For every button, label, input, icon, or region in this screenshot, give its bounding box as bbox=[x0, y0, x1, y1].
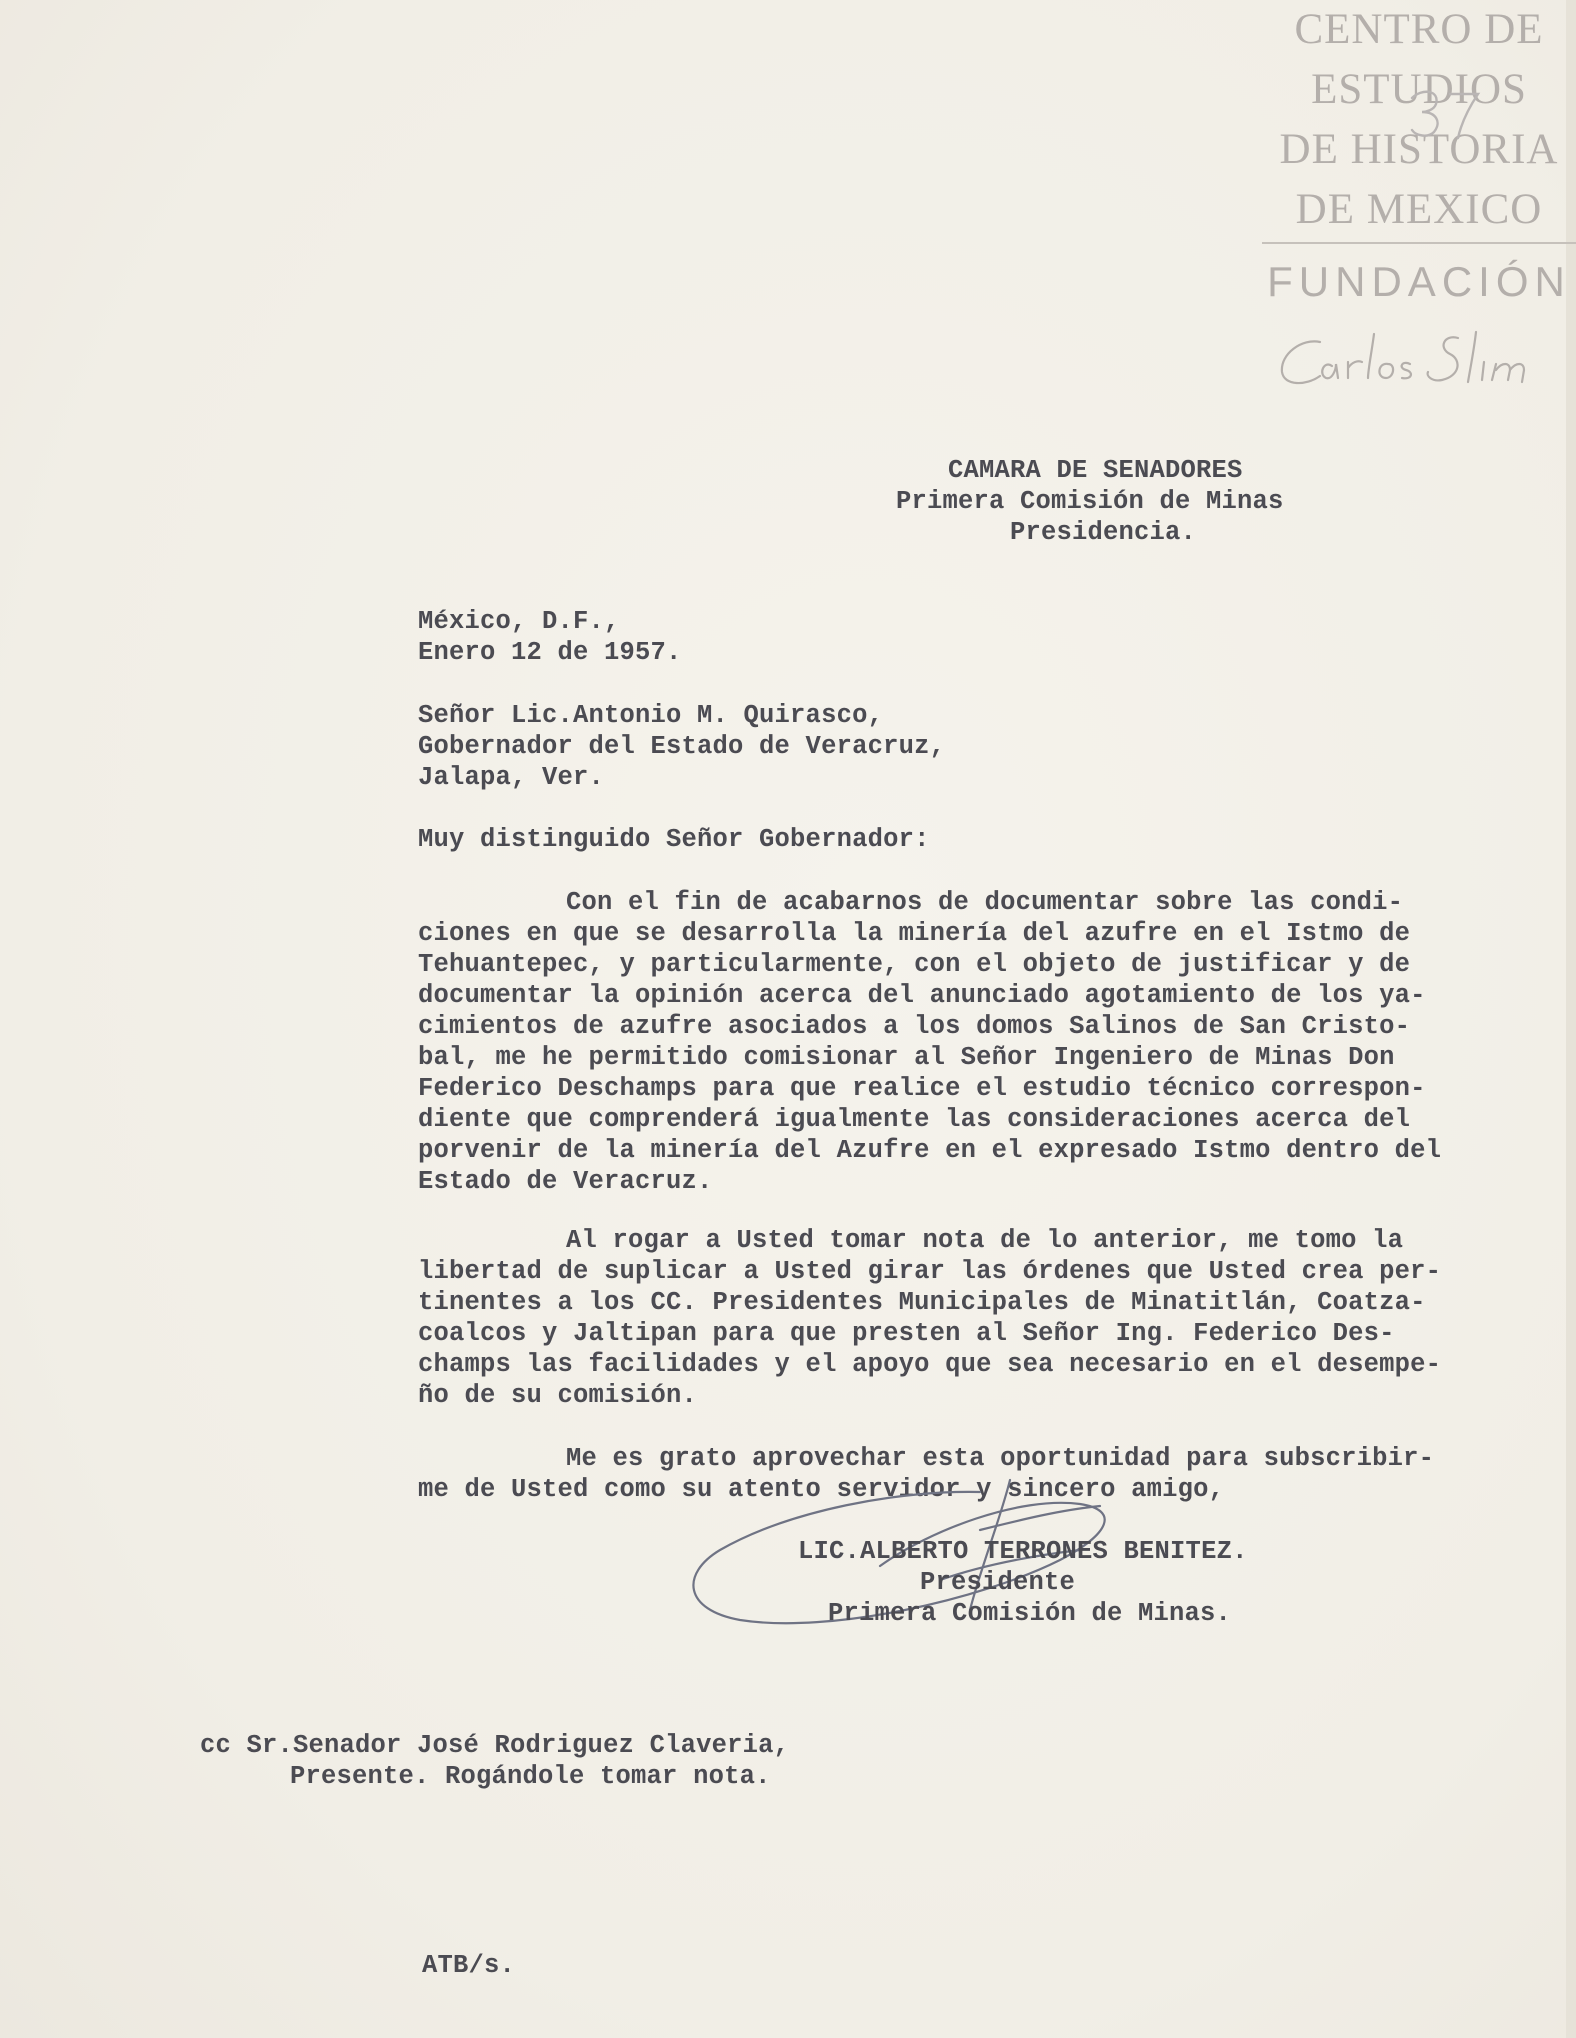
paragraph-line: Me es grato aprovechar esta oportunidad para subscribir- bbox=[566, 1444, 1435, 1473]
paragraph-line: coalcos y Jaltipan para que presten al Señor Ing. Federico Des- bbox=[418, 1319, 1395, 1348]
header-commission: Primera Comisión de Minas bbox=[896, 487, 1284, 516]
paragraph-line: cimientos de azufre asociados a los domos Salinos de San Cristo- bbox=[418, 1012, 1411, 1041]
salutation: Muy distinguido Señor Gobernador: bbox=[418, 825, 930, 854]
paragraph-line: ciones en que se desarrolla la minería del azufre en el Istmo de bbox=[418, 919, 1411, 948]
folio-number-handwritten bbox=[1400, 76, 1490, 146]
paragraph-line: diente que comprenderá igualmente las consideraciones acerca del bbox=[418, 1105, 1411, 1134]
signatory-name: LIC.ALBERTO TERRONES BENITEZ. bbox=[798, 1537, 1248, 1566]
body-paragraph-2 bbox=[418, 1225, 1458, 1411]
dateline-place: México, D.F., bbox=[418, 607, 620, 636]
paragraph-line: Tehuantepec, y particularmente, con el objeto de justificar y de bbox=[418, 950, 1411, 979]
paragraph-line: me de Usted como su atento servidor y sincero amigo, bbox=[418, 1475, 1225, 1504]
body-paragraph-1 bbox=[418, 887, 1458, 1197]
paragraph-line: documentar la opinión acerca del anunciado agotamiento de los ya- bbox=[418, 981, 1426, 1010]
recipient-title: Gobernador del Estado de Veracruz, bbox=[418, 732, 946, 761]
recipient-name: Señor Lic.Antonio M. Quirasco, bbox=[418, 701, 884, 730]
watermark-foundation: FUNDACIÓN bbox=[1267, 258, 1571, 305]
typist-initials: ATB/s. bbox=[422, 1951, 516, 1980]
paragraph-line: tinentes a los CC. Presidentes Municipales de Minatitlán, Coatza- bbox=[418, 1288, 1426, 1317]
watermark-line-1: CENTRO DE bbox=[1294, 6, 1544, 53]
paragraph-line: Estado de Veracruz. bbox=[418, 1167, 713, 1196]
watermark-signature-logo bbox=[1262, 320, 1576, 400]
paragraph-line: Federico Deschamps para que realice el estudio técnico correspon- bbox=[418, 1074, 1426, 1103]
signatory-role: Presidente bbox=[920, 1568, 1076, 1597]
dateline-date: Enero 12 de 1957. bbox=[418, 638, 682, 667]
watermark-line-3: DE HISTORIA bbox=[1279, 126, 1559, 173]
paragraph-line: Al rogar a Usted tomar nota de lo anterior, me tomo la bbox=[566, 1226, 1404, 1255]
watermark-divider bbox=[1262, 242, 1576, 244]
paragraph-line: ño de su comisión. bbox=[418, 1381, 698, 1410]
header-chamber: CAMARA DE SENADORES bbox=[948, 456, 1243, 485]
paragraph-line: porvenir de la minería del Azufre en el expresado Istmo dentro del bbox=[418, 1136, 1442, 1165]
cc-line-2: Presente. Rogándole tomar nota. bbox=[290, 1762, 771, 1791]
recipient-city: Jalapa, Ver. bbox=[418, 763, 605, 792]
cc-line-1: cc Sr.Senador José Rodriguez Claveria, bbox=[200, 1731, 790, 1760]
header-office: Presidencia. bbox=[1010, 518, 1197, 547]
watermark-line-2: ESTUDIOS bbox=[1311, 66, 1527, 113]
paragraph-line: libertad de suplicar a Usted girar las órdenes que Usted crea per- bbox=[418, 1257, 1442, 1286]
signatory-commission: Primera Comisión de Minas. bbox=[828, 1599, 1232, 1628]
paragraph-line: Con el fin de acabarnos de documentar sobre las condi- bbox=[566, 888, 1404, 917]
paragraph-line: champs las facilidades y el apoyo que sea necesario en el desempe- bbox=[418, 1350, 1442, 1379]
paragraph-line: bal, me he permitido comisionar al Señor Ingeniero de Minas Don bbox=[418, 1043, 1395, 1072]
watermark-line-4: DE MEXICO bbox=[1295, 186, 1543, 233]
